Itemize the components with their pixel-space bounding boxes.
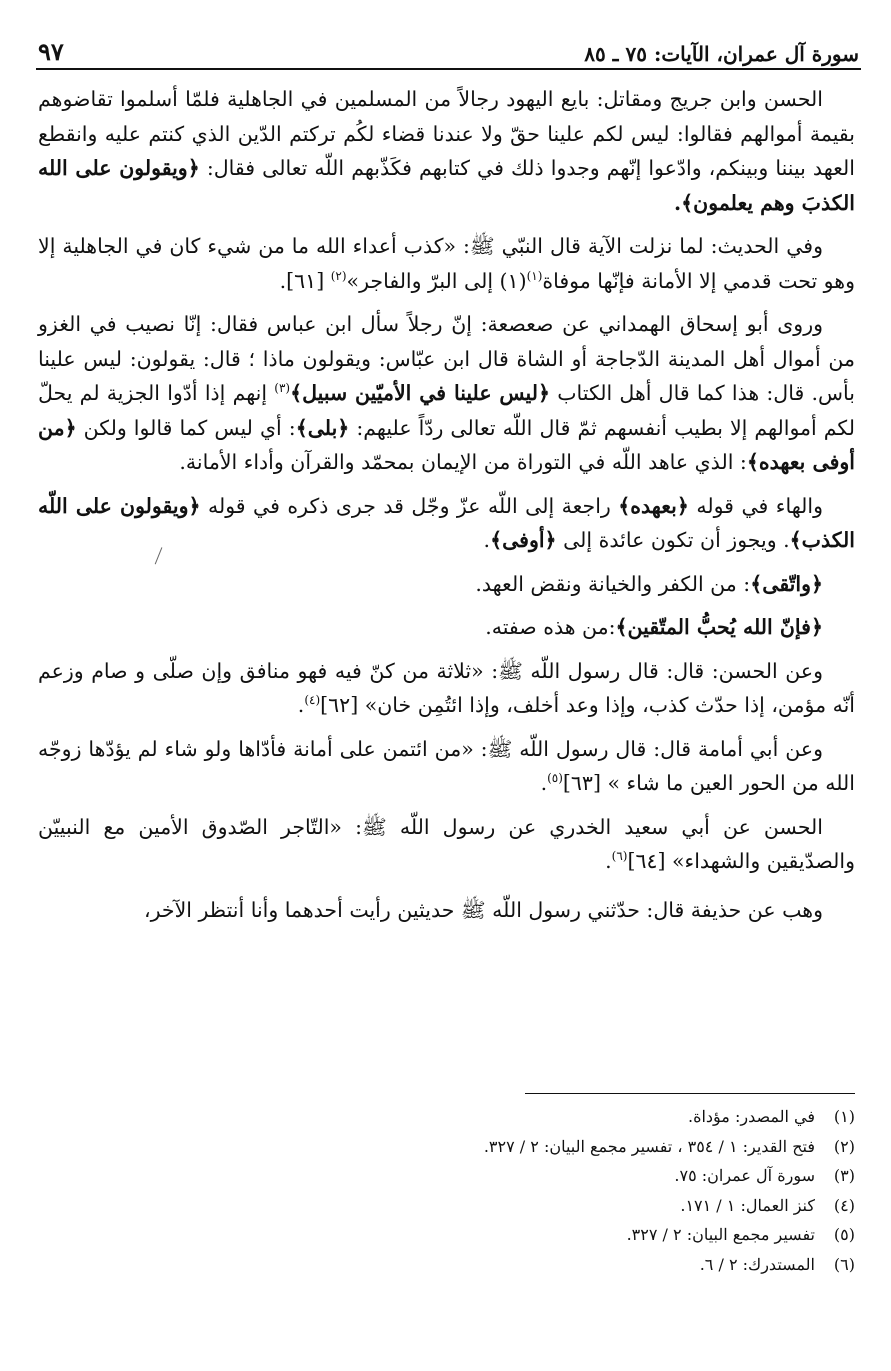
page-number: ٩٧: [38, 37, 64, 66]
footnotes: [38, 1102, 855, 1279]
footnote-ref: (٥): [547, 771, 563, 786]
footnote-separator: [525, 1093, 855, 1094]
quran-quote: ﴿أوفى﴾: [490, 528, 557, 552]
footnote: (٣) سورة آل عمران: ٧٥.: [674, 1166, 855, 1185]
footnote: (٢) فتح القدير: ١ / ٣٥٤ ، تفسير مجمع البيان: ٢ / ٣٢٧.: [483, 1136, 855, 1156]
main-text: [38, 82, 855, 936]
footnote-ref: (٦): [611, 849, 628, 864]
quran-quote: ﴿بعهده﴾: [618, 493, 689, 518]
paragraph-2: وفي الحديث: لما نزلت الآية قال النبّي ﷺ: «كذب أعداء الله ما من شيء كان في الجاهلية إلا وهو تحت قدمي إلا الأمانة فإنّها موفاة$^{(١)}$(١) إلى البرّ والفاجر»$^{(٢)}$ [٦١].: [38, 234, 855, 293]
quran-quote: ﴿فإنّ الله يُحبُّ المتّقين﴾: [615, 615, 823, 639]
footnote-ref: (٢): [330, 268, 347, 283]
quran-quote: ﴿بلى﴾: [295, 415, 350, 440]
paragraph-9: الحسن عن أبي سعيد الخدري عن رسول اللّه ﷺ: «التّاجر الصّدوق الأمين مع النبييّن والصدّيقين والشهداء» [٦٤]$^{(٦)}$.: [38, 814, 855, 873]
quran-quote: ﴿ويقولون على اللّه الكذب﴾: [38, 493, 855, 552]
paragraph-8: وعن أبي أمامة قال: قال رسول اللّه ﷺ: «من ائتمن على أمانة فأدّاها ولو شاء لم يؤدّها زوجّه الله من الحور العين ما شاء » [٦٣]$^{(٥)}$.: [38, 736, 855, 795]
header-rule: [36, 68, 861, 70]
footnote: (٤) كنز العمال: ١ / ١٧١.: [680, 1195, 855, 1215]
paragraph-4: والهاء في قوله ﴿بعهده﴾ راجعة إلى اللّه عزّ وجّل قد جرى ذكره في قوله ﴿ويقولون على اللّه الكذب﴾. ويجوز أن تكون عائدة إلى ﴿أوفى﴾.: [38, 493, 855, 552]
footnote: (٦) المستدرك: ٢ / ٦.: [699, 1254, 855, 1274]
paragraph-6: ﴿فإنّ الله يُحبُّ المتّقين﴾:من هذه صفته.: [485, 615, 823, 639]
quran-quote: ﴿ليس علينا في الأميّين سبيل﴾: [290, 381, 550, 405]
footnote: (١) في المصدر: مؤداة.: [688, 1107, 855, 1126]
paragraph-1: الحسن وابن جريج ومقاتل: بايع اليهود رجالاً من المسلمين في الجاهلية فلمّا أسلموا تقاضوهم بقيمة أموالهم فقالوا: ليس لكم علينا حقّ ولا عندنا قضاء لكُم تركتم الدّين الذي كنتم عليه وانقطع العهد بيننا وبينكم، وادّعوا إنّهم وجدوا ذلك في كتابهم فكَذّبهم اللّه تعالى فقال: ﴿ويقولون على الله الكذبَ وهم يعلمون﴾.: [38, 87, 855, 215]
paragraph-7: وعن الحسن: قال: قال رسول اللّه ﷺ: «ثلاثة من كنّ فيه فهو منافق وإن صلّى و صام وزعم أنّه مؤمن، إذا حدّث كذب، وإذا وعد أخلف، وإذا ائتُمِن خان» [٦٢]$^{(٤)}$.: [38, 658, 855, 717]
footnote-ref: (١): [526, 268, 543, 283]
paragraph-10: وهب عن حذيفة قال: حدّثني رسول اللّه ﷺ حديثين رأيت أحدهما وأنا أنتظر الآخر،: [143, 897, 823, 922]
quran-quote: ﴿من أوفى بعهده﴾: [38, 415, 855, 474]
quran-quote: ﴿واتّقى﴾: [750, 571, 823, 596]
footnote-ref: (٣): [274, 381, 291, 396]
paragraph-3: وروى أبو إسحاق الهمداني عن صعصعة: إنّ رجلاً سأل ابن عباس فقال: إنّا نصيب في الغزو من أموال أهل المدينة الدّجاجة أو الشاة قال ابن عبّاس: ويقولون ماذا ؛ قال: يقولون: ليس علينا بأس. قال: هذا كما قال أهل الكتاب ﴿ليس علينا في الأميّين سبيل﴾$^{(٣)}$ إنهم إذا أدّوا الجزية لم يحلّ لكم أموالهم إلا بطيب أنفسهم ثمّ قال اللّه تعالى ردّاً عليهم: ﴿بلى﴾: أي ليس كما قالوا ولكن ﴿من أوفى بعهده﴾: الذي عاهد اللّه في التوراة من الإيمان بمحمّد والقرآن وأداء الأمانة.: [38, 312, 855, 474]
paragraph-5: ﴿واتّقى﴾: من الكفر والخيانة ونقض العهد.: [475, 571, 823, 596]
footnote: (٥) تفسير مجمع البيان: ٢ / ٣٢٧.: [626, 1225, 855, 1244]
page-header: [38, 22, 859, 66]
footnote-ref: (٤): [304, 693, 321, 708]
quran-quote: ﴿ويقولون على الله الكذبَ وهم يعلمون﴾.: [38, 156, 855, 215]
running-title: سورة آل عمران، الآيات: ٧٥ ـ ٨٥: [584, 42, 859, 66]
